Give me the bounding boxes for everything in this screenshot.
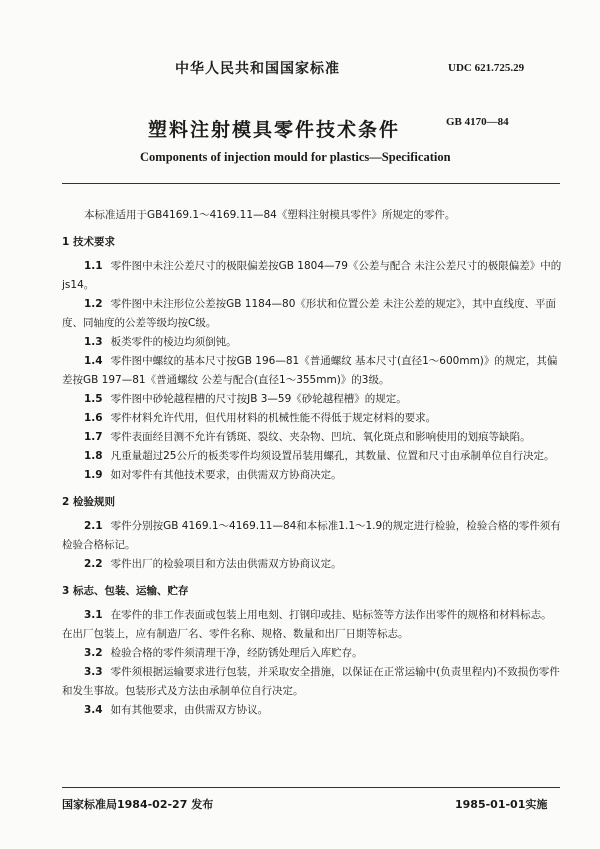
clause-number: 1.4: [84, 355, 103, 367]
section-heading: 1 技术要求: [62, 236, 115, 248]
clause-text: 零件表面经目测不允许有锈斑、裂纹、夹杂物、凹坑、氧化斑点和影响使用的划痕等缺陷。: [110, 431, 531, 443]
clause-number: 1.5: [84, 393, 103, 405]
udc-code: UDC 621.725.29: [448, 62, 525, 74]
footer-divider: [62, 787, 560, 788]
clause: [62, 606, 562, 644]
clause-text: 零件出厂的检验项目和方法由供需双方协商议定。: [110, 558, 342, 570]
clause-number: 1.7: [84, 431, 103, 443]
clause-number: 1.8: [84, 450, 103, 462]
clause-number: 3.2: [84, 647, 103, 659]
clause-text: 零件材料允许代用，但代用材料的机械性能不得低于规定材料的要求。: [110, 412, 437, 424]
english-title: Components of injection mould for plastics—Specification: [140, 150, 451, 164]
clause-text: 零件图中未注形位公差按GB 1184—80《形状和位置公差 未注公差的规定》，其中直线度、平面度、同轴度的公差等级均按C级。: [62, 298, 556, 329]
clause-text: 板类零件的棱边均须倒钝。: [110, 336, 237, 348]
clause: [62, 428, 562, 447]
clause: [62, 555, 562, 574]
clause-text: 检验合格的零件须清理干净，经防锈处理后入库贮存。: [110, 647, 363, 659]
clause-text: 零件图中砂轮越程槽的尺寸按JB 3—59《砂轮越程槽》的规定。: [110, 393, 407, 405]
document-body: [62, 206, 562, 720]
clause-text: 零件分别按GB 4169.1～4169.11—84和本标准1.1～1.9的规定进行检验，检验合格的零件须有检验合格标记。: [62, 520, 561, 551]
intro-paragraph: 本标准适用于GB4169.1～4169.11—84《塑料注射模具零件》所规定的零件。: [84, 209, 456, 221]
clause-text: 如有其他要求，由供需双方协议。: [110, 704, 269, 716]
clause: [62, 295, 562, 333]
clause-number: 2.1: [84, 520, 103, 532]
standard-type: 中华人民共和国国家标准: [175, 61, 340, 77]
effective-date: 1985-01-01实施: [455, 798, 548, 811]
clause: [62, 333, 562, 352]
clause-text: 零件图中未注公差尺寸的极限偏差按GB 1804—79《公差与配合 未注公差尺寸的极限偏差》中的js14。: [62, 260, 562, 291]
clause-number: 1.2: [84, 298, 103, 310]
issue-date: 国家标准局1984-02-27 发布: [62, 798, 214, 811]
clause: [62, 257, 562, 295]
clause: [62, 701, 562, 720]
clause-number: 1.1: [84, 260, 103, 272]
section-heading: 3 标志、包装、运输、贮存: [62, 585, 189, 597]
clause-number: 3.1: [84, 609, 103, 621]
clause: [62, 466, 562, 485]
clause-number: 1.9: [84, 469, 103, 481]
header-divider: [62, 183, 560, 184]
clause: [62, 517, 562, 555]
clause: [62, 390, 562, 409]
section-heading: 2 检验规则: [62, 496, 115, 508]
clause: [62, 447, 562, 466]
clause-text: 零件图中螺纹的基本尺寸按GB 196—81《普通螺纹 基本尺寸(直径1～600mm)》的规定，其偏差按GB 197—81《普通螺纹 公差与配合(直径1～355mm)》的3级。: [62, 355, 558, 386]
clause-number: 3.4: [84, 704, 103, 716]
clause-number: 1.3: [84, 336, 103, 348]
clause-number: 3.3: [84, 666, 103, 678]
clause-text: 零件须根据运输要求进行包装，并采取安全措施，以保证在正常运输中(负责里程内)不致损伤零件和发生事故。包装形式及方法由承制单位自行决定。: [62, 666, 560, 697]
clause: [62, 409, 562, 428]
clause-number: 2.2: [84, 558, 103, 570]
clause: [62, 352, 562, 390]
clause: [62, 644, 562, 663]
clause-text: 如对零件有其他技术要求，由供需双方协商决定。: [110, 469, 342, 481]
clause-number: 1.6: [84, 412, 103, 424]
clause: [62, 663, 562, 701]
clause-text: 凡重量超过25公斤的板类零件均须设置吊装用螺孔，其数量、位置和尺寸由承制单位自行决定。: [110, 450, 555, 462]
page-title: 塑料注射模具零件技术条件: [148, 119, 401, 141]
clause-text: 在零件的非工作表面或包装上用电刻、打钢印或挂、贴标签等方法作出零件的规格和材料标志。在出厂包装上，应有制造厂名、零件名称、规格、数量和出厂日期等标志。: [62, 609, 552, 640]
standard-code: GB 4170—84: [446, 116, 509, 128]
